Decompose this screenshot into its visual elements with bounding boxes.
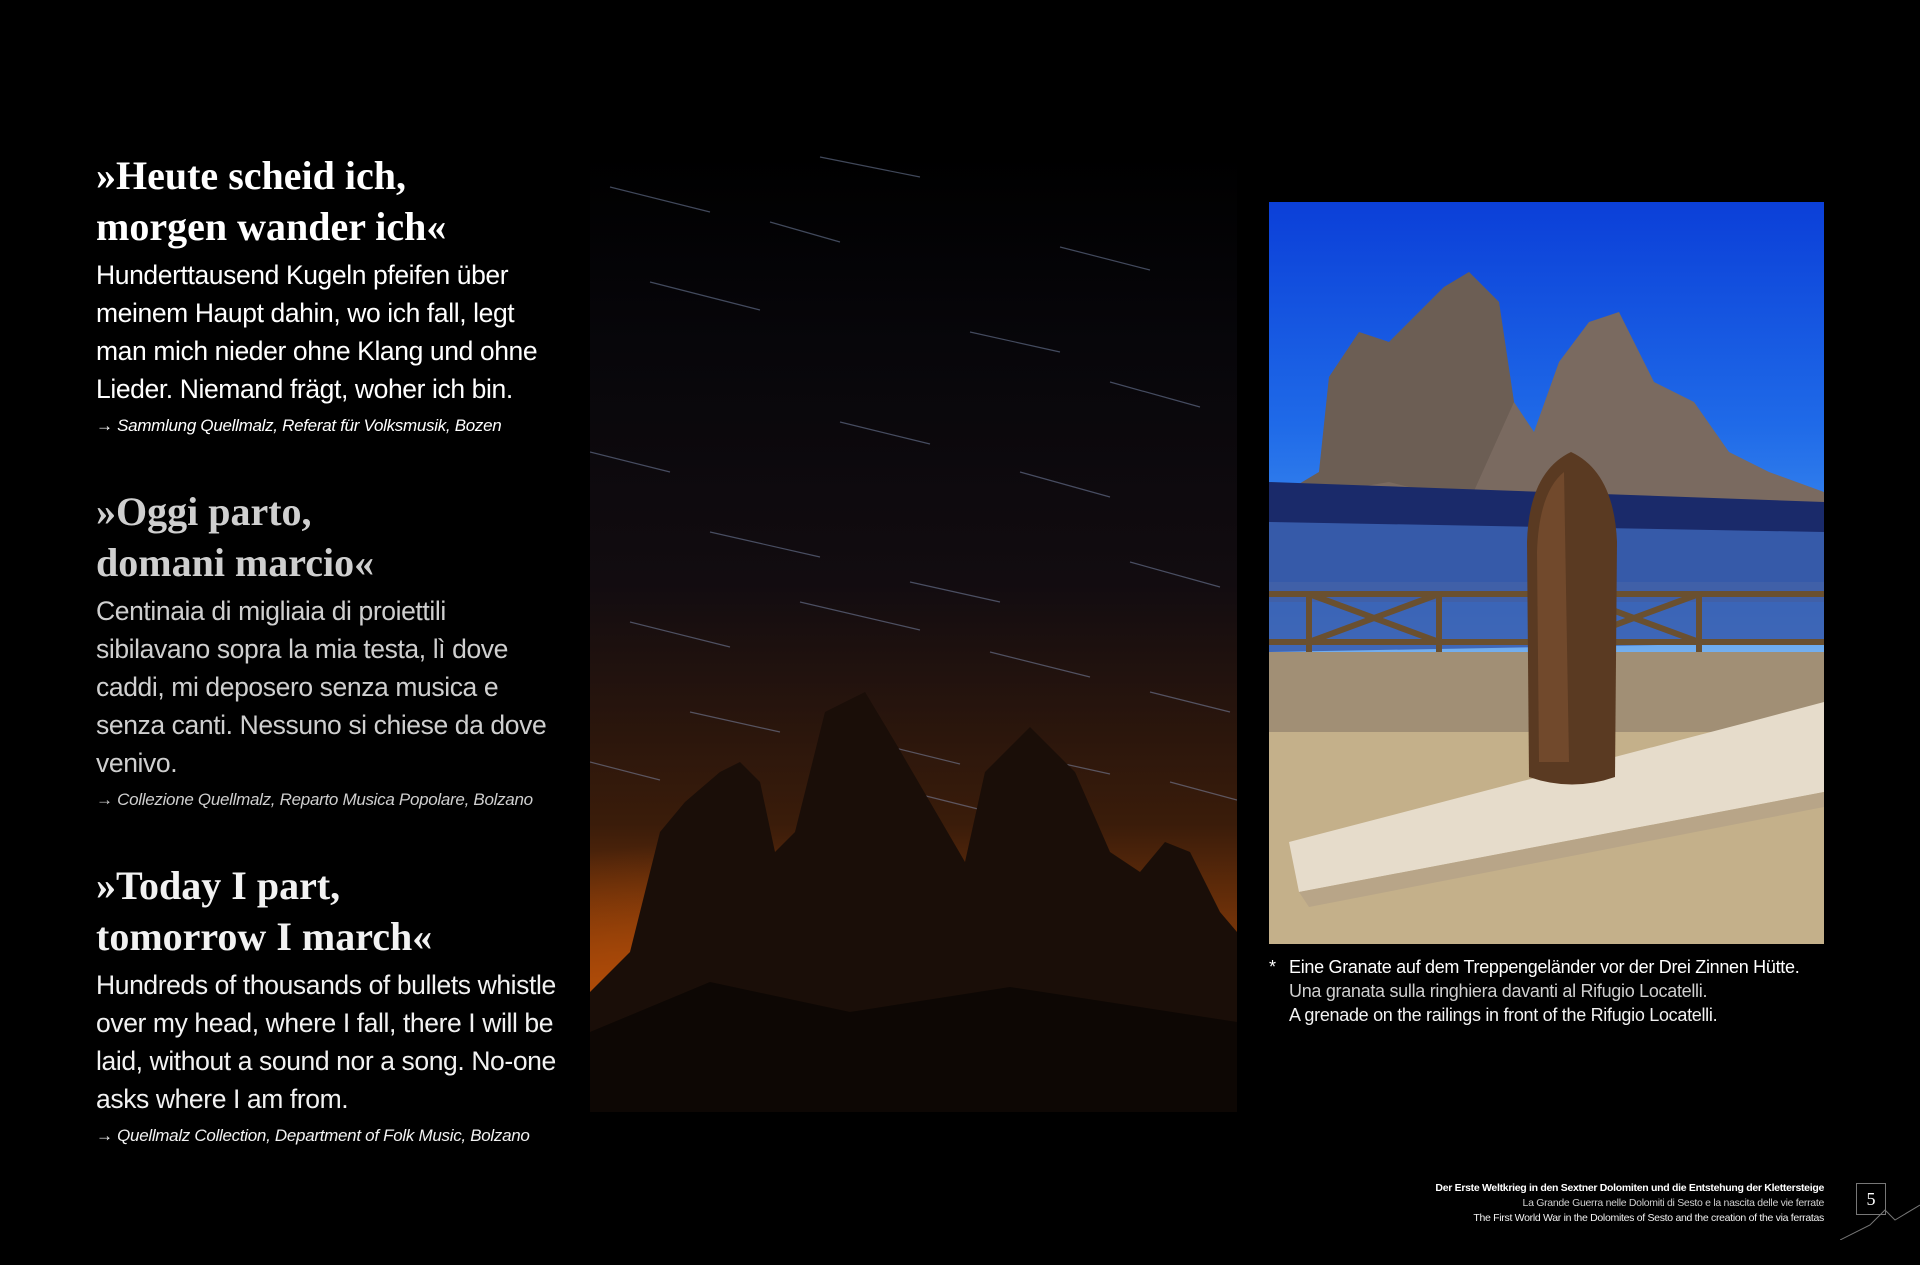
star-trails-illustration [590, 152, 1237, 1112]
footer-english: The First World War in the Dolomites of Sesto and the creation of the via ferratas [1473, 1212, 1824, 1224]
mountain-mark-icon [1840, 1200, 1920, 1240]
star-trails [590, 157, 1237, 817]
quote-english [96, 860, 566, 1148]
caption-italian: Una granata sulla ringhiera davanti al Rifugio Locatelli. [1289, 981, 1708, 1001]
page-footer [1224, 1181, 1824, 1226]
quotes-column [96, 150, 566, 1196]
quote-german [96, 150, 566, 438]
page-number: 5 [1856, 1183, 1886, 1215]
quote-body: Centinaia di migliaia di proiettili sibilavano sopra la mia testa, lì dove caddi, mi deposero senza musica e senza canti. Nessuno si chiese da dove venivo. [96, 596, 547, 778]
quote-italian [96, 486, 566, 812]
quote-body: Hunderttausend Kugeln pfeifen über meinem Haupt dahin, wo ich fall, legt man mich nieder ohne Klang und ohne Lieder. Niemand frägt, woher ich bin. [96, 260, 538, 404]
grenade-photo [1269, 202, 1824, 944]
quote-title: »Oggi parto, domani marcio« [96, 489, 375, 585]
caption-marker: * [1269, 957, 1276, 977]
quote-source: → Sammlung Quellmalz, Referat für Volksmusik, Bozen [96, 416, 502, 435]
quote-body: Hundreds of thousands of bullets whistle over my head, where I fall, there I will be laid, without a sound nor a song. No-one asks where I am from. [96, 970, 556, 1114]
caption-english: A grenade on the railings in front of the Rifugio Locatelli. [1289, 1005, 1718, 1025]
caption-german: Eine Granate auf dem Treppengeländer vor der Drei Zinnen Hütte. [1289, 957, 1800, 977]
quote-source: → Collezione Quellmalz, Reparto Musica Popolare, Bolzano [96, 790, 533, 809]
photo-caption [1269, 955, 1829, 1027]
quote-title: »Heute scheid ich, morgen wander ich« [96, 153, 447, 249]
footer-german: Der Erste Weltkrieg in den Sextner Dolomiten und die Entstehung der Klettersteige [1435, 1182, 1824, 1194]
grenade-illustration [1269, 202, 1824, 944]
star-trails-photo [590, 152, 1237, 1112]
quote-title: »Today I part, tomorrow I march« [96, 863, 433, 959]
quote-source: → Quellmalz Collection, Department of Folk Music, Bolzano [96, 1126, 530, 1145]
footer-italian: La Grande Guerra nelle Dolomiti di Sesto e la nascita delle vie ferrate [1522, 1197, 1824, 1209]
